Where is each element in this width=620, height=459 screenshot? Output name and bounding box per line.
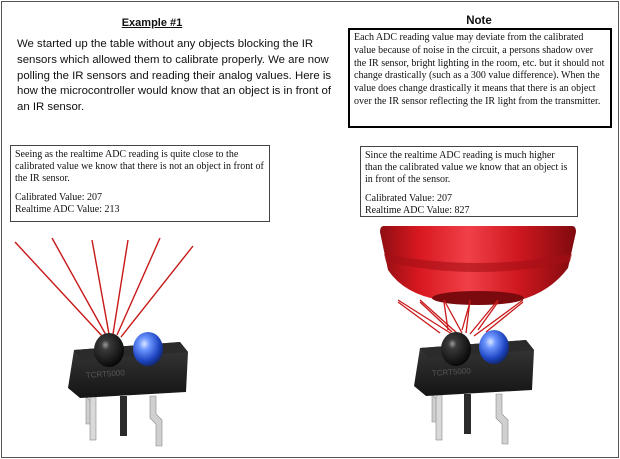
no-object-realtime-value: Realtime ADC Value: 213 — [15, 204, 120, 215]
right-ir-sensor — [414, 330, 534, 444]
example-title: Example #1 — [121, 17, 183, 29]
red-cup — [380, 226, 576, 305]
svg-text:TCRT5000: TCRT5000 — [431, 366, 472, 378]
intro-paragraph: We started up the table without any objects blocking the IR sensors which allowed them to calibrate properly. We are now polling the IR sensors and reading their analog values. Here is how the microcontroller would know that an object is in front of an IR sensor. — [17, 38, 332, 114]
no-object-description: Seeing as the realtime ADC reading is quite close to the calibrated value we know that there is not an object in front of the IR sensor. — [15, 149, 264, 184]
svg-text:TCRT5000: TCRT5000 — [85, 368, 126, 380]
object-description: Since the realtime ADC reading is much higher than the calibrated value we know that an object is in front of the sensor. — [365, 150, 568, 185]
note-text: Each ADC reading value may deviate from the calibrated value because of noise in the circuit, a persons shadow over the IR sensor, bright lighting in the room, etc. but it should not change drastically (such as a 300 value difference). When the value does change drastically it means that there is an object over the IR sensor reflecting the IR light from the transmitter. — [354, 32, 605, 107]
object-calibrated-value: Calibrated Value: 207 — [365, 193, 453, 204]
right-ir-rays — [398, 300, 523, 336]
no-object-calibrated-value: Calibrated Value: 207 — [15, 192, 103, 203]
left-ir-rays — [15, 238, 193, 337]
note-title: Note — [466, 15, 492, 27]
left-ir-sensor — [68, 332, 188, 446]
object-realtime-value: Realtime ADC Value: 827 — [365, 205, 470, 216]
